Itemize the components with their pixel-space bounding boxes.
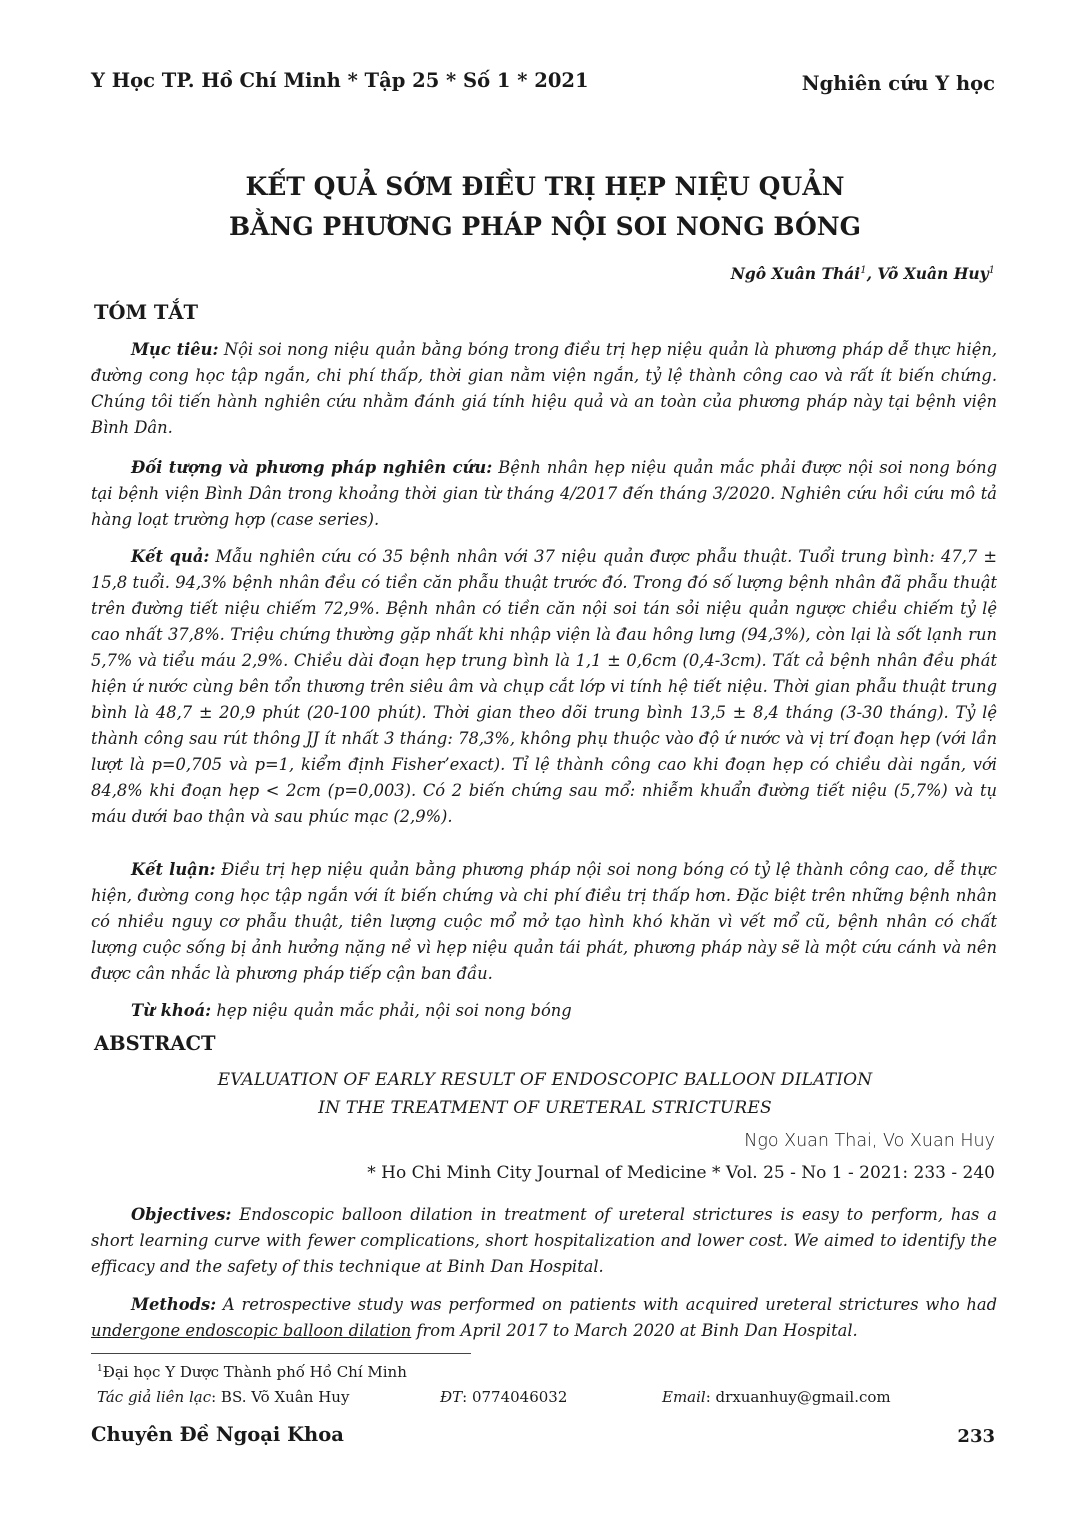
results-label: Kết quả: bbox=[131, 547, 210, 566]
email-label: Email bbox=[662, 1388, 706, 1406]
abstract-title-line-2: IN THE TREATMENT OF URETERAL STRICTURES bbox=[318, 1098, 772, 1118]
author-1: Ngô Xuân Thái bbox=[730, 264, 861, 283]
abstract-heading: ABSTRACT bbox=[94, 1032, 216, 1055]
results-text: Mẫu nghiên cứu có 35 bệnh nhân với 37 niệu quản được phẫu thuật. Tuổi trung bình: 47,7 ± 15,8 tuổi. 94,3% bệnh nhân đều có tiền căn phẫu thuật trước đó. Trong đó số lượng bệnh nhân đã phẫu thuật trên đường tiết niệu chiếm 72,9%. Bệnh nhân có tiền căn nội soi tán sỏi niệu quản ngược chiều chiếm tỷ lệ cao nhất 37,8%. Triệu chứng thường gặp nhất khi nhập viện là đau hông lưng (94,3%), còn lại là sốt lạnh run 5,7% và tiểu máu 2,9%. Chiều dài đoạn hẹp trung bình là 1,1 ± 0,6cm (0,4-3cm). Tất cả bệnh nhân đều phát hiện ứ nước cùng bên tổn thương trên siêu âm và chụp cắt lớp vi tính hệ tiết niệu. Thời gian phẫu thuật trung bình là 48,7 ± 20,9 phút (20-100 phút). Thời gian theo dõi trung bình 13,5 ± 8,4 tháng (3-30 tháng). Tỷ lệ thành công sau rút thông JJ ít nhất 3 tháng: 78,3%, không phụ thuộc vào độ ứ nước và vị trí đoạn hẹp (với lần lượt là p=0,705 và p=1, kiểm định Fisher’exact). Tỉ lệ thành công cao khi đoạn hẹp có chiều dài ngắn, với 84,8% khi đoạn hẹp < 2cm (p=0,003). Có 2 biến chứng sau mổ: nhiễm khuẩn đường tiết niệu (5,7%) và tụ máu dưới bao thận và sau phúc mạc (2,9%). bbox=[91, 547, 997, 826]
summary-objective bbox=[91, 337, 997, 441]
objective-label: Mục tiêu: bbox=[131, 340, 219, 359]
summary-methods bbox=[91, 455, 997, 533]
contact-name: : BS. Võ Xuân Huy bbox=[211, 1388, 350, 1406]
title-line-2: BẰNG PHƯƠNG PHÁP NỘI SOI NONG BÓNG bbox=[228, 212, 862, 241]
contact-label: Tác giả liên lạc bbox=[97, 1388, 212, 1406]
abstract-methods-text-2: from April 2017 to March 2020 at Binh Dan Hospital. bbox=[411, 1321, 858, 1340]
footnote-phone bbox=[440, 1388, 567, 1406]
abstract-methods bbox=[91, 1292, 997, 1344]
authors bbox=[731, 264, 995, 283]
objectives-text: Endoscopic balloon dilation in treatment of ureteral strictures is easy to perform, has a short learning curve with fewer complications, short hospitalization and lower cost. We aimed to identify the efficacy and the safety of this technique at Binh Dan Hospital. bbox=[91, 1205, 997, 1276]
phone-number: : 0774046032 bbox=[462, 1388, 568, 1406]
footnote-affiliation bbox=[97, 1363, 407, 1381]
abstract-title-line-1: EVALUATION OF EARLY RESULT OF ENDOSCOPIC BALLOON DILATION bbox=[217, 1070, 873, 1090]
keywords-text: hẹp niệu quản mắc phải, nội soi nong bóng bbox=[211, 1001, 572, 1020]
author-2: Võ Xuân Huy bbox=[877, 264, 989, 283]
footnote-divider bbox=[91, 1353, 471, 1354]
abstract-methods-text-1: A retrospective study was performed on patients with acquired ureteral strictures who had bbox=[216, 1295, 997, 1314]
footnote-email bbox=[662, 1388, 891, 1406]
phone-label: ĐT bbox=[440, 1388, 463, 1406]
author-separator: , bbox=[866, 264, 878, 283]
conclusion-label: Kết luận: bbox=[131, 860, 216, 879]
affiliation-sup: 1 bbox=[97, 1364, 103, 1374]
author-1-affiliation: 1 bbox=[860, 264, 867, 276]
summary-keywords bbox=[91, 998, 997, 1024]
abstract-methods-label: Methods: bbox=[131, 1295, 217, 1314]
page-number: 233 bbox=[957, 1426, 995, 1447]
affiliation-text: Đại học Y Dược Thành phố Hồ Chí Minh bbox=[102, 1363, 407, 1381]
author-2-affiliation: 1 bbox=[988, 264, 995, 276]
conclusion-text: Điều trị hẹp niệu quản bằng phương pháp nội soi nong bóng có tỷ lệ thành công cao, dễ thực hiện, đường cong học tập ngắn với ít biến chứng và chi phí điều trị thấp hơn. Đặc biệt trên những bệnh nhân có nhiều nguy cơ phẫu thuật, tiên lượng cuộc mổ mở tạo hình khó khăn vì vết mổ cũ, bệnh nhân có chất lượng cuộc sống bị ảnh hưởng nặng nề vì hẹp niệu quản tái phát, phương pháp này sẽ là một cứu cánh và nên được cân nhắc là phương pháp tiếp cận ban đầu. bbox=[91, 860, 997, 983]
objectives-label: Objectives: bbox=[131, 1205, 232, 1224]
citation: * Ho Chi Minh City Journal of Medicine * Vol. 25 - No 1 - 2021: 233 - 240 bbox=[367, 1163, 995, 1183]
keywords-label: Từ khoá: bbox=[131, 1001, 212, 1020]
summary-heading: TÓM TẮT bbox=[94, 301, 199, 324]
abstract-authors: Ngo Xuan Thai, Vo Xuan Huy bbox=[744, 1131, 995, 1151]
objective-text: Nội soi nong niệu quản bằng bóng trong điều trị hẹp niệu quản là phương pháp dễ thực hiện, đường cong học tập ngắn, chi phí thấp, thời gian nằm viện ngắn, tỷ lệ thành công cao và rất ít biến chứng. Chúng tôi tiến hành nghiên cứu nhằm đánh giá tính hiệu quả và an toàn của phương pháp này tại bệnh viện Bình Dân. bbox=[91, 340, 997, 437]
title-line-1: KẾT QUẢ SỚM ĐIỀU TRỊ HẸP NIỆU QUẢN bbox=[245, 172, 845, 201]
journal-header: Y Học TP. Hồ Chí Minh * Tập 25 * Số 1 * 2021 bbox=[91, 69, 589, 92]
methods-text: Bệnh nhân hẹp niệu quản mắc phải được nội soi nong bóng tại bệnh viện Bình Dân trong khoảng thời gian từ tháng 4/2017 đến tháng 3/2020. Nghiên cứu hồi cứu mô tả hàng loạt trường hợp (case series). bbox=[91, 458, 997, 529]
footnote-contact bbox=[97, 1388, 349, 1406]
footer-journal-section: Chuyên Đề Ngoại Khoa bbox=[91, 1423, 344, 1446]
abstract-methods-underlined: undergone endoscopic balloon dilation bbox=[91, 1321, 412, 1340]
summary-conclusion bbox=[91, 857, 997, 987]
email-address: : drxuanhuy@gmail.com bbox=[705, 1388, 891, 1406]
abstract-objectives bbox=[91, 1202, 997, 1280]
summary-results bbox=[91, 544, 997, 830]
methods-label: Đối tượng và phương pháp nghiên cứu: bbox=[131, 458, 493, 477]
section-header: Nghiên cứu Y học bbox=[801, 72, 995, 95]
